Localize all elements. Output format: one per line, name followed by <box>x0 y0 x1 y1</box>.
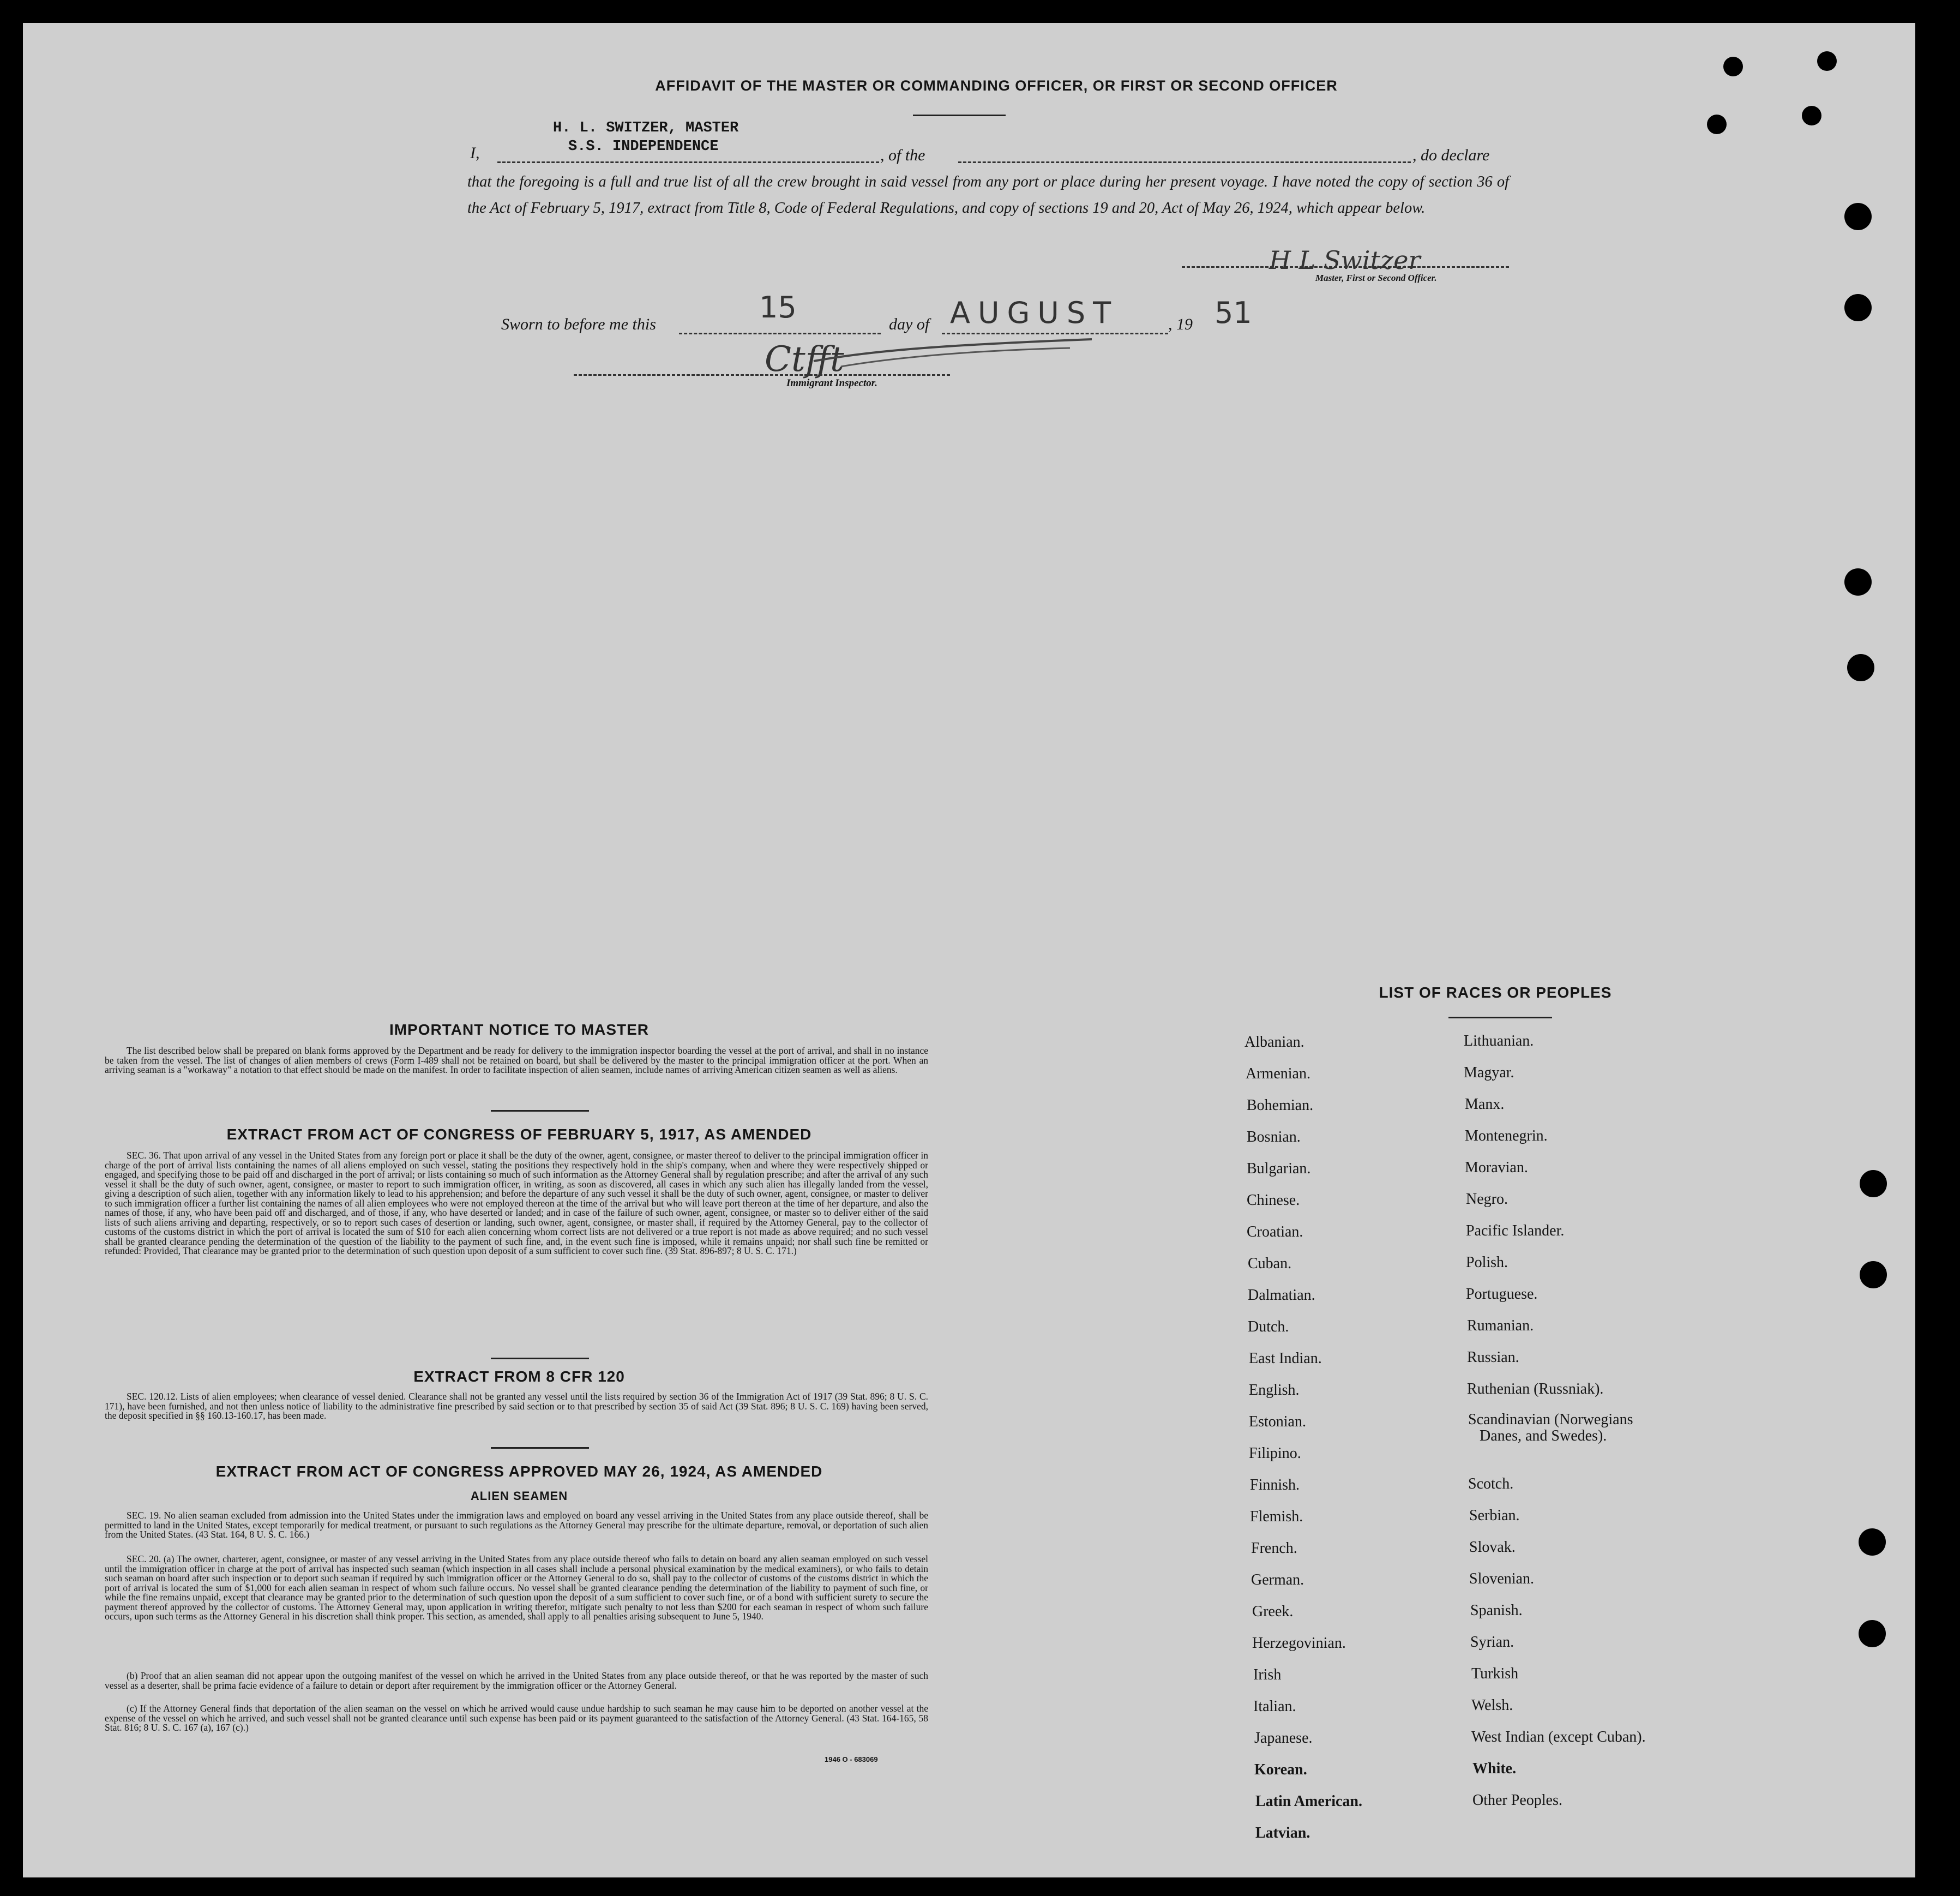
extract-1924-sec20c: (c) If the Attorney General finds that deportation of the alien seaman on the vessel on which he arrived would cause undue hardship to such seaman he may cause him to be deported on another vessel at the expense of the vessel on which he arrived, and such vessel shall not be granted clearance until such expense has been paid or its payment guaranteed to the satisfaction of the Attorney General. (43 Stat. 164-165, 58 Stat. 816; 8 U. S. C. 167 (a), 167 (c).) <box>105 1703 928 1733</box>
punch-hole <box>1844 203 1872 230</box>
race-italian: Italian. <box>1253 1698 1296 1715</box>
race-korean: Korean. <box>1254 1761 1307 1778</box>
race-finnish: Finnish. <box>1250 1477 1300 1493</box>
punch-hole <box>1844 568 1872 596</box>
race-bosnian: Bosnian. <box>1247 1129 1301 1145</box>
inspector-signature-line <box>574 374 950 376</box>
punch-hole <box>1859 1528 1886 1556</box>
race-albanian: Albanian. <box>1244 1034 1304 1051</box>
race-english: English. <box>1249 1382 1300 1399</box>
year-prefix: , 19 <box>1168 315 1193 333</box>
punch-hole <box>1844 294 1872 321</box>
race-irish: Irish <box>1253 1666 1282 1683</box>
punch-hole <box>1817 51 1837 71</box>
of-the-label: , of the <box>880 146 925 164</box>
race-croatian: Croatian. <box>1247 1223 1303 1240</box>
race-moravian: Moravian. <box>1465 1159 1528 1176</box>
races-title: LIST OF RACES OR PEOPLES <box>1379 984 1612 1001</box>
master-signature: H L Switzer <box>1269 245 1421 275</box>
race-scandinavian: Scandinavian (Norwegians Danes, and Swedes). <box>1468 1411 1633 1444</box>
race-armenian: Armenian. <box>1246 1065 1310 1082</box>
notice-title: IMPORTANT NOTICE TO MASTER <box>389 1021 650 1038</box>
race-other-peoples: Other Peoples. <box>1472 1792 1562 1809</box>
race-dutch: Dutch. <box>1248 1318 1289 1335</box>
race-welsh: Welsh. <box>1471 1697 1513 1714</box>
race-latvian: Latvian. <box>1255 1825 1310 1841</box>
extract-cfr-rule <box>491 1447 589 1449</box>
race-portuguese: Portuguese. <box>1466 1286 1538 1303</box>
notice-text: The list described below shall be prepared on blank forms approved by the Department and be ready for delivery to the immigration inspector boarding the vessel at the port of arrival, and shall in no instance be taken from the vessel. The list of changes of alien members of crews (Form I-489 shall not be retained on board, but shall be delivered by the master to the principal immigration officer at the port. When an arriving seaman is a "workaway" a notation to that effect should be made on the manifest. In order to facilitate inspection of alien seamen, include names of arriving American citizen seamen as well as aliens. <box>105 1045 928 1075</box>
race-chinese: Chinese. <box>1247 1192 1300 1209</box>
race-herzegovinian: Herzegovinian. <box>1252 1635 1346 1652</box>
race-manx: Manx. <box>1465 1096 1505 1113</box>
vessel-field-line <box>958 161 1411 163</box>
punch-hole <box>1860 1170 1887 1197</box>
race-white: White. <box>1472 1760 1517 1777</box>
extract-1924-sec19: SEC. 19. No alien seaman excluded from admission into the United States under the immigration laws and employed on board any vessel arriving in the United States from any place outside thereof, shall be permitted to land in the United States, except temporarily for medical treatment, or pursuant to such regulations as the Attorney General may prescribe for the ultimate departure, removal, or deportation of such alien from the United States. (43 Stat. 164, 8 U. S. C. 166.) <box>105 1510 928 1540</box>
sworn-month: AUGUST <box>950 296 1119 330</box>
race-polish: Polish. <box>1466 1254 1508 1271</box>
punch-hole <box>1723 57 1743 76</box>
punch-hole <box>1707 115 1727 134</box>
race-lithuanian: Lithuanian. <box>1464 1033 1534 1049</box>
extract-1924-sec20a: SEC. 20. (a) The owner, charterer, agent, consignee, or master of any vessel arriving in the United States from any place outside thereof who fails to detain on board any alien seaman employed on such vessel until the immigration officer in charge at the port of arrival has inspected such seaman (which inspection in all cases shall include a personal physical examination by the medical examiners), or who fails to detain such seaman on board after such inspection or to deport such seaman if required by such immigration officer or the Attorney General to do so, shall pay to the collector of customs of the customs district in which the port of arrival is located the sum of $1,000 for each alien seaman in respect of whom such failure occurs. No vessel shall be granted clearance pending the determination of the liability to payment of such fine, or while the fine remains unpaid, except that clearance may be granted prior to the determination of such question upon the deposit of a sum sufficient to cover such fine, or of a bond with sufficient surety to secure the payment thereof approved by the collector of customs. The Attorney General may, upon application in writing therefor, mitigate such penalty to not less than $200 for each seaman in respect of whom such failure occurs, upon such terms as the Attorney General in his discretion shall think proper. This section, as amended, shall apply to all penalties arising subsequent to June 5, 1940. <box>105 1553 928 1622</box>
affidavit-body: that the foregoing is a full and true list of all the crew brought in said vessel from any port or place during her present voyage. I have noted the copy of section 36 of the Act of February 5, 1917, extract from Title 8, Code of Federal Regulations, and copy of sections 19 and 20, Act of May 26, 1924, which appear below. <box>467 173 1509 217</box>
punch-hole <box>1847 654 1874 681</box>
race-turkish: Turkish <box>1471 1665 1519 1682</box>
extract-1924-sec20b: (b) Proof that an alien seaman did not appear upon the outgoing manifest of the vessel on which he arrived in the United States from any place outside thereof, or that he was reported by the master of such vessel as a deserter, shall be prima facie evidence of a failure to detain or deport after requirement by the immigration officer or the Attorney General. <box>105 1670 928 1691</box>
race-bulgarian: Bulgarian. <box>1247 1160 1311 1177</box>
race-greek: Greek. <box>1252 1603 1294 1620</box>
punch-hole <box>1859 1620 1886 1647</box>
name-field-line <box>497 161 879 163</box>
print-code: 1946 O - 683069 <box>825 1755 878 1763</box>
race-german: German. <box>1251 1571 1304 1588</box>
race-estonian: Estonian. <box>1249 1413 1306 1430</box>
race-pacific-islander: Pacific Islander. <box>1466 1222 1565 1239</box>
extract-1917-title: EXTRACT FROM ACT OF CONGRESS OF FEBRUARY 5, 1917, AS AMENDED <box>226 1126 812 1143</box>
extract-1917-text: SEC. 36. That upon arrival of any vessel in the United States from any foreign port or place it shall be the duty of the owner, agent, consignee, or master thereof to deliver to the principal immigration officer in charge of the port of arrival lists containing the names of all aliens employed on such vessel, stating the positions they respectively hold in the ship's company, when and where they were respectively shipped or engaged, and specifying those to be paid off and discharged in the port of arrival; or lists containing so much of such information as the Attorney General shall by regulation prescribe; and after the arrival of any such vessel it shall be the duty of such owner, agent, consignee, or master to report to such immigration officer, in writing, as soon as discovered, all cases in which any such alien has illegally landed from the vessel, giving a description of such alien, together with any information likely to lead to his apprehension; and before the departure of any such vessel it shall be the duty of such owner, agent, consignee, or master to deliver to such immigration officer a further list containing the names of all alien employees who were not employed thereon at the time of the arrival but who will leave port thereon at the time of her departure, and also the names of those, if any, who have been paid off and discharged, and of those, if any, who have deserted or landed; and in case of the failure of such owner, agent, consignee, or master so to deliver either of the said lists of such aliens arriving and departing, respectively, or so to report such cases of desertion or landing, such owner, agent, consignee, or master shall, if required by the Attorney General, pay to the collector of customs of the customs district in which the port of arrival is located the sum of $10 for each alien concerning whom correct lists are not delivered or a true report is not made as above required; and no such vessel shall be granted clearance pending the determination of the question of the liability to the payment of such fine, and, in the event such fine is imposed, while it remains unpaid; nor shall such fine be remitted or refunded: Provided, That clearance may be granted prior to the determination of such question upon deposit of a sum sufficient to cover such fine. (39 Stat. 896-897; 8 U. S. C. 171.) <box>105 1150 928 1256</box>
race-french: French. <box>1251 1540 1297 1557</box>
race-latin-american: Latin American. <box>1255 1793 1362 1810</box>
race-japanese: Japanese. <box>1254 1730 1313 1747</box>
race-filipino: Filipino. <box>1249 1445 1301 1462</box>
day-of-label: day of <box>889 315 930 333</box>
race-serbian: Serbian. <box>1469 1507 1520 1524</box>
sworn-label: Sworn to before me this <box>501 315 656 333</box>
sworn-day: 15 <box>759 290 797 325</box>
race-bohemian: Bohemian. <box>1247 1097 1314 1114</box>
race-slovenian: Slovenian. <box>1469 1570 1534 1587</box>
punch-hole <box>1860 1261 1887 1288</box>
extract-1924-title: EXTRACT FROM ACT OF CONGRESS APPROVED MAY 26, 1924, AS AMENDED <box>215 1463 823 1480</box>
sworn-year: 51 <box>1215 296 1252 330</box>
race-syrian: Syrian. <box>1470 1634 1514 1651</box>
extract-1917-rule <box>491 1358 589 1359</box>
race-magyar: Magyar. <box>1464 1064 1514 1081</box>
race-dalmatian: Dalmatian. <box>1248 1287 1315 1304</box>
notice-rule <box>491 1110 589 1112</box>
do-declare-label: , do declare <box>1412 146 1490 164</box>
affidavit-title: AFFIDAVIT OF THE MASTER OR COMMANDING OFFICER, OR FIRST OR SECOND OFFICER <box>655 77 1338 94</box>
extract-cfr-title: EXTRACT FROM 8 CFR 120 <box>413 1368 625 1385</box>
race-scotch: Scotch. <box>1468 1475 1514 1492</box>
extract-1924-subtitle: ALIEN SEAMEN <box>470 1489 568 1503</box>
form-sheet <box>23 23 1915 1877</box>
typed-vessel-name: S.S. INDEPENDENCE <box>568 139 719 155</box>
race-montenegrin: Montenegrin. <box>1465 1127 1548 1144</box>
race-east-indian: East Indian. <box>1249 1350 1322 1367</box>
race-slovak: Slovak. <box>1469 1539 1516 1556</box>
inspector-signature: Ctfft <box>765 339 844 380</box>
race-spanish: Spanish. <box>1470 1602 1523 1619</box>
race-negro: Negro. <box>1466 1191 1508 1208</box>
inspector-signature-flourish <box>808 328 1114 372</box>
race-ruthenian: Ruthenian (Russniak). <box>1467 1381 1604 1397</box>
i-label: I, <box>470 144 480 162</box>
inspector-caption: Immigrant Inspector. <box>786 377 877 389</box>
race-rumanian: Rumanian. <box>1467 1317 1534 1334</box>
race-west-indian: West Indian (except Cuban). <box>1471 1729 1646 1745</box>
punch-hole <box>1802 106 1821 125</box>
race-russian: Russian. <box>1467 1349 1519 1366</box>
races-rule <box>1448 1017 1552 1018</box>
race-flemish: Flemish. <box>1250 1508 1303 1525</box>
extract-cfr-text: SEC. 120.12. Lists of alien employees; when clearance of vessel denied. Clearance shall not be granted any vessel until the lists required by section 36 of the Immigration Act of 1917 (39 Stat. 896; 8 U. S. C. 171), have been furnished, and not then unless notice of liability to the administrative fine prescribed by said section or to that prescribed by section 35 of said Act (39 Stat. 896; 8 U. S. C. 169) having been served, the deposit specified in §§ 160.13-160.17, has been made. <box>105 1391 928 1421</box>
title-rule <box>913 115 1006 116</box>
typed-master-name: H. L. SWITZER, MASTER <box>553 120 739 136</box>
master-caption: Master, First or Second Officer. <box>1315 273 1437 283</box>
race-cuban: Cuban. <box>1248 1255 1292 1272</box>
